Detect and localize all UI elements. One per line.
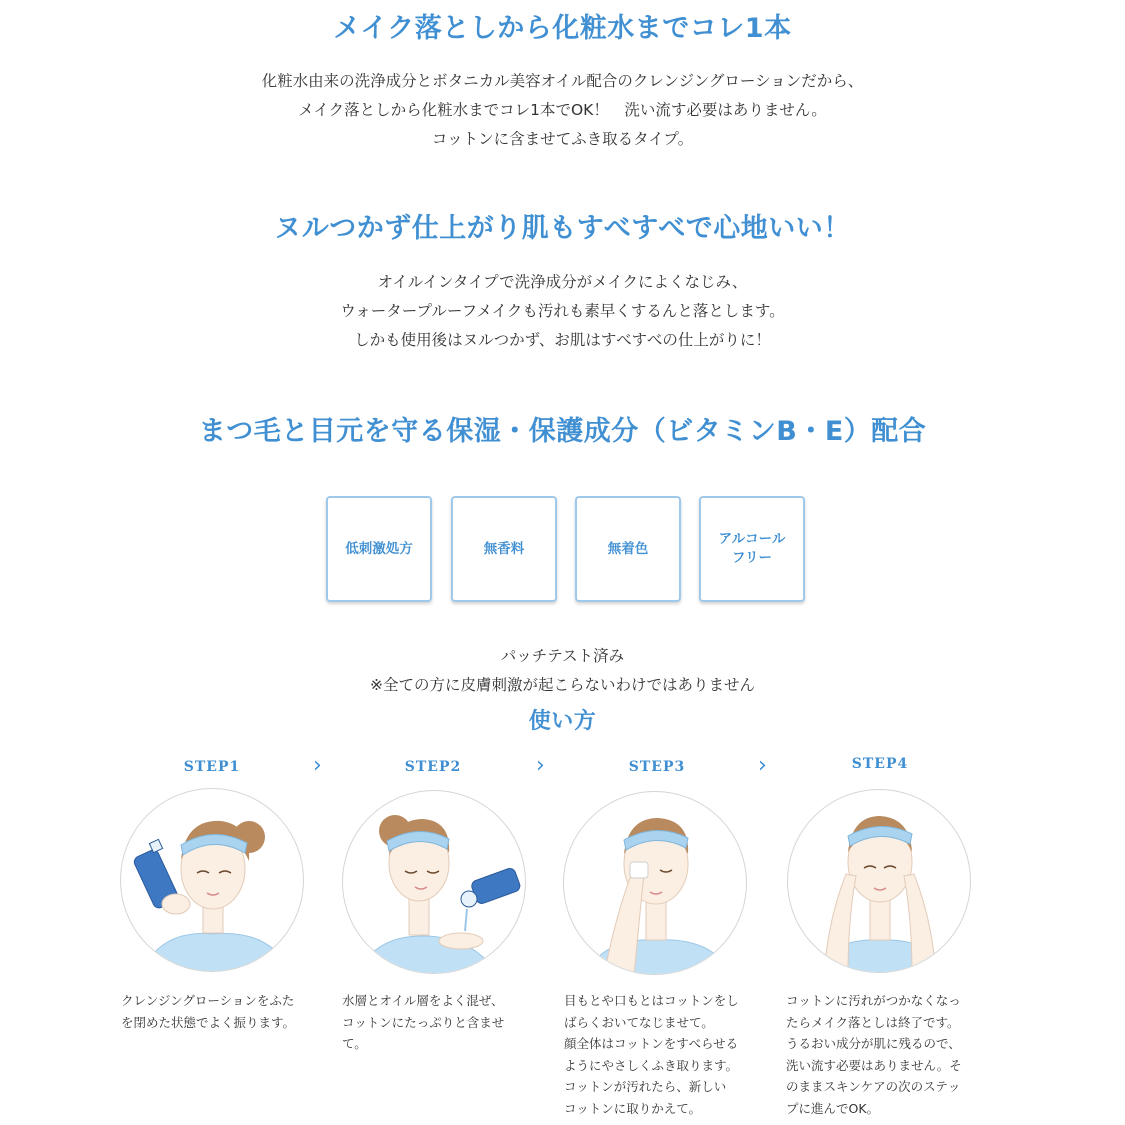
step-text-line: 顔全体はコットンをすべらせる <box>564 1036 739 1051</box>
step-text-line: コットンが汚れたら、新しい <box>564 1079 727 1094</box>
step1-description <box>121 990 306 1033</box>
step-text-line: 水層とオイル層をよく混ぜ、 <box>342 993 504 1008</box>
step-label-4: STEP4 <box>851 756 909 772</box>
step-text-line: ようにやさしくふき取ります。 <box>564 1057 739 1073</box>
step3-description <box>564 990 749 1119</box>
description-line: 化粧水由来の洗浄成分とボタニカル美容オイル配合のクレンジングローションだから、 <box>261 72 864 90</box>
step1-illustration <box>120 788 304 972</box>
chevron-right-icon: › <box>536 753 545 778</box>
section-heading-smooth-finish: ヌルつかず仕上がり肌もすべすべで心地いい！ <box>274 213 851 244</box>
description-line: メイク落としから化粧水までコレ1本でOK！ 洗い流す必要はありません。 <box>298 101 827 119</box>
step-text-line: ばらくおいてなじませて。 <box>564 1014 714 1030</box>
step4-description <box>786 990 971 1119</box>
section-description-smooth-finish <box>0 268 1125 355</box>
step-text-line: たらメイク落としは終了です。 <box>786 1014 960 1030</box>
step3-illustration <box>563 791 747 975</box>
step-label-1: STEP1 <box>183 759 241 775</box>
step-text-line: コットンに取りかえて。 <box>564 1100 702 1116</box>
step-text-line: 洗い流す必要はありません。そ <box>786 1057 962 1073</box>
patch-test-disclaimer: ※全ての方に皮膚刺激が起こらないわけではありません <box>370 676 755 694</box>
section-heading-makeup-removal: メイク落としから化粧水までコレ1本 <box>333 13 792 44</box>
description-line: オイルインタイプで洗浄成分がメイクによくなじみ、 <box>377 273 748 291</box>
section-description-makeup-removal <box>0 67 1125 154</box>
step-text-line: うるおい成分が肌に残るので、 <box>786 1036 961 1051</box>
step-text-line: のままスキンケアの次のステッ <box>786 1079 961 1094</box>
feature-badge-alcohol-free: アルコール フリー <box>699 496 805 602</box>
section-heading-eyelash-protection: まつ毛と目元を守る保湿・保護成分（ビタミンB・E）配合 <box>198 416 927 447</box>
description-line: しかも使用後はヌルつかず、お肌はすべすべの仕上がりに！ <box>354 331 771 349</box>
step-text-line: クレンジングローションをふた <box>121 993 295 1008</box>
step2-description <box>342 990 527 1055</box>
step-text-line: を閉めた状態でよく振ります。 <box>121 1014 296 1030</box>
feature-badge-colorant-free: 無着色 <box>575 496 681 602</box>
chevron-right-icon: › <box>758 753 767 778</box>
description-line: コットンに含ませてふき取るタイプ。 <box>431 130 694 148</box>
step-label-3: STEP3 <box>628 759 686 775</box>
chevron-right-icon: › <box>313 753 322 778</box>
step-text-line: て。 <box>342 1036 367 1051</box>
feature-badge-low-irritation: 低刺激処方 <box>326 496 432 602</box>
step2-illustration <box>342 790 526 974</box>
step4-illustration <box>787 789 971 973</box>
feature-badge-fragrance-free: 無香料 <box>451 496 557 602</box>
feature-badges <box>326 496 810 606</box>
patch-test-note <box>0 642 1125 700</box>
description-line: ウォータープルーフメイクも汚れも素早くするんと落とします。 <box>340 302 785 320</box>
step-text-line: 目もとや口もとはコットンをし <box>564 993 739 1008</box>
howto-heading: 使い方 <box>528 709 597 734</box>
step-label-2: STEP2 <box>404 759 462 775</box>
step-text-line: コットンに汚れがつかなくなっ <box>786 993 961 1008</box>
step-text-line: プに進んでOK。 <box>786 1100 880 1116</box>
patch-test-line: パッチテスト済み <box>500 647 625 665</box>
step-text-line: コットンにたっぷりと含ませ <box>342 1014 505 1030</box>
